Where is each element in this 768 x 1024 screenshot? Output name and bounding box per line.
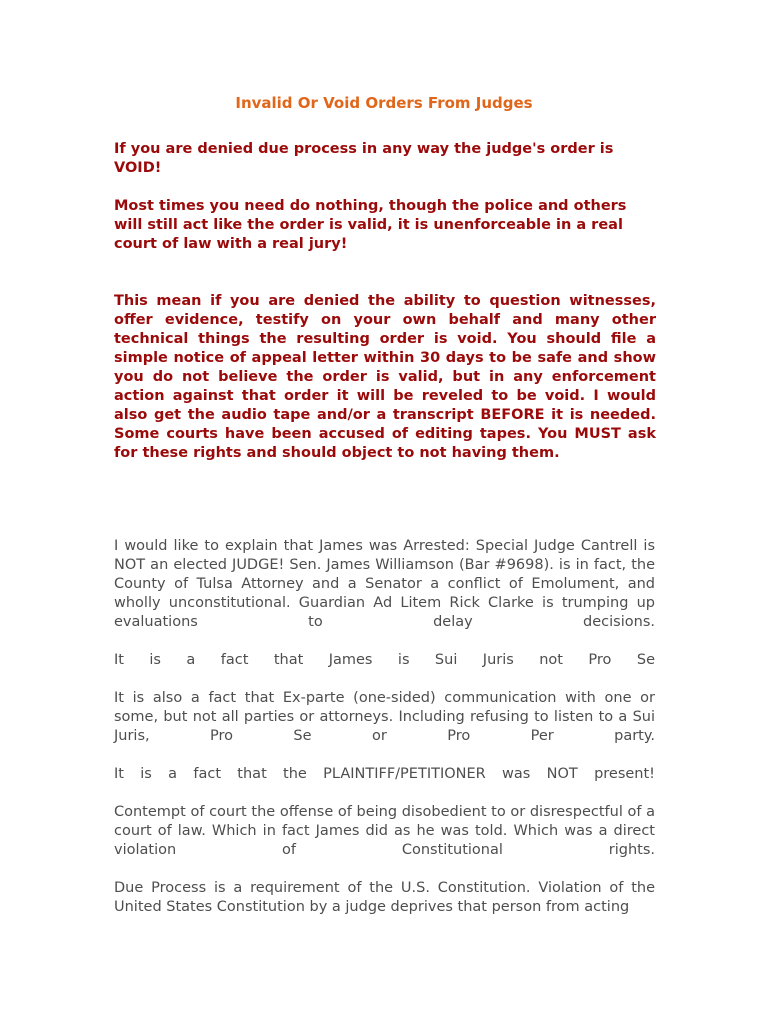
plaintiff-absent-paragraph: It is a fact that the PLAINTIFF/PETITIONER was NOT present! (114, 766, 655, 782)
due-process-explanation-paragraph: This mean if you are denied the ability to question witnesses, offer evidence, testify on your own behalf and many other technical things the resulting order is void. You should file a simple notice of appeal letter within 30 days to be safe and show you do not believe the order is valid, but in any enforcement action against that order it will be reveled to be void. I would also get the audio tape and/or a transcript BEFORE it is needed. Some courts have been accused of editing tapes. You MUST ask for these rights and should object to not having them. (114, 293, 656, 461)
ex-parte-paragraph: It is also a fact that Ex-parte (one-sided) communication with one or some, but not all parties or attorneys. Including refusing to listen to a Sui Juris, Pro Se or Pro Per party. (114, 690, 655, 744)
contempt-paragraph: Contempt of court the offense of being disobedient to or disrespectful of a court of law. Which in fact James did as he was told. Which was a direct violation of Constitutional rights. (114, 804, 655, 858)
arrest-explanation-paragraph: I would like to explain that James was Arrested: Special Judge Cantrell is NOT an elected JUDGE! Sen. James Williamson (Bar #9698). is in fact, the County of Tulsa Attorney and a Senator a conflict of Emolument, and wholly unconstitutional. Guardian Ad Litem Rick Clarke is trumping up evaluations to delay decisions. (114, 538, 655, 630)
document-title: Invalid Or Void Orders From Judges (235, 94, 533, 112)
sui-juris-paragraph: It is a fact that James is Sui Juris not Pro Se (114, 652, 655, 668)
due-process-requirement-paragraph: Due Process is a requirement of the U.S. Constitution. Violation of the United States Constitution by a judge deprives that person from acting (114, 880, 655, 915)
void-order-paragraph: If you are denied due process in any way the judge's order is VOID! (114, 141, 614, 176)
unenforceable-paragraph: Most times you need do nothing, though the police and others will still act like the order is valid, it is unenforceable in a real court of law with a real jury! (114, 198, 627, 252)
